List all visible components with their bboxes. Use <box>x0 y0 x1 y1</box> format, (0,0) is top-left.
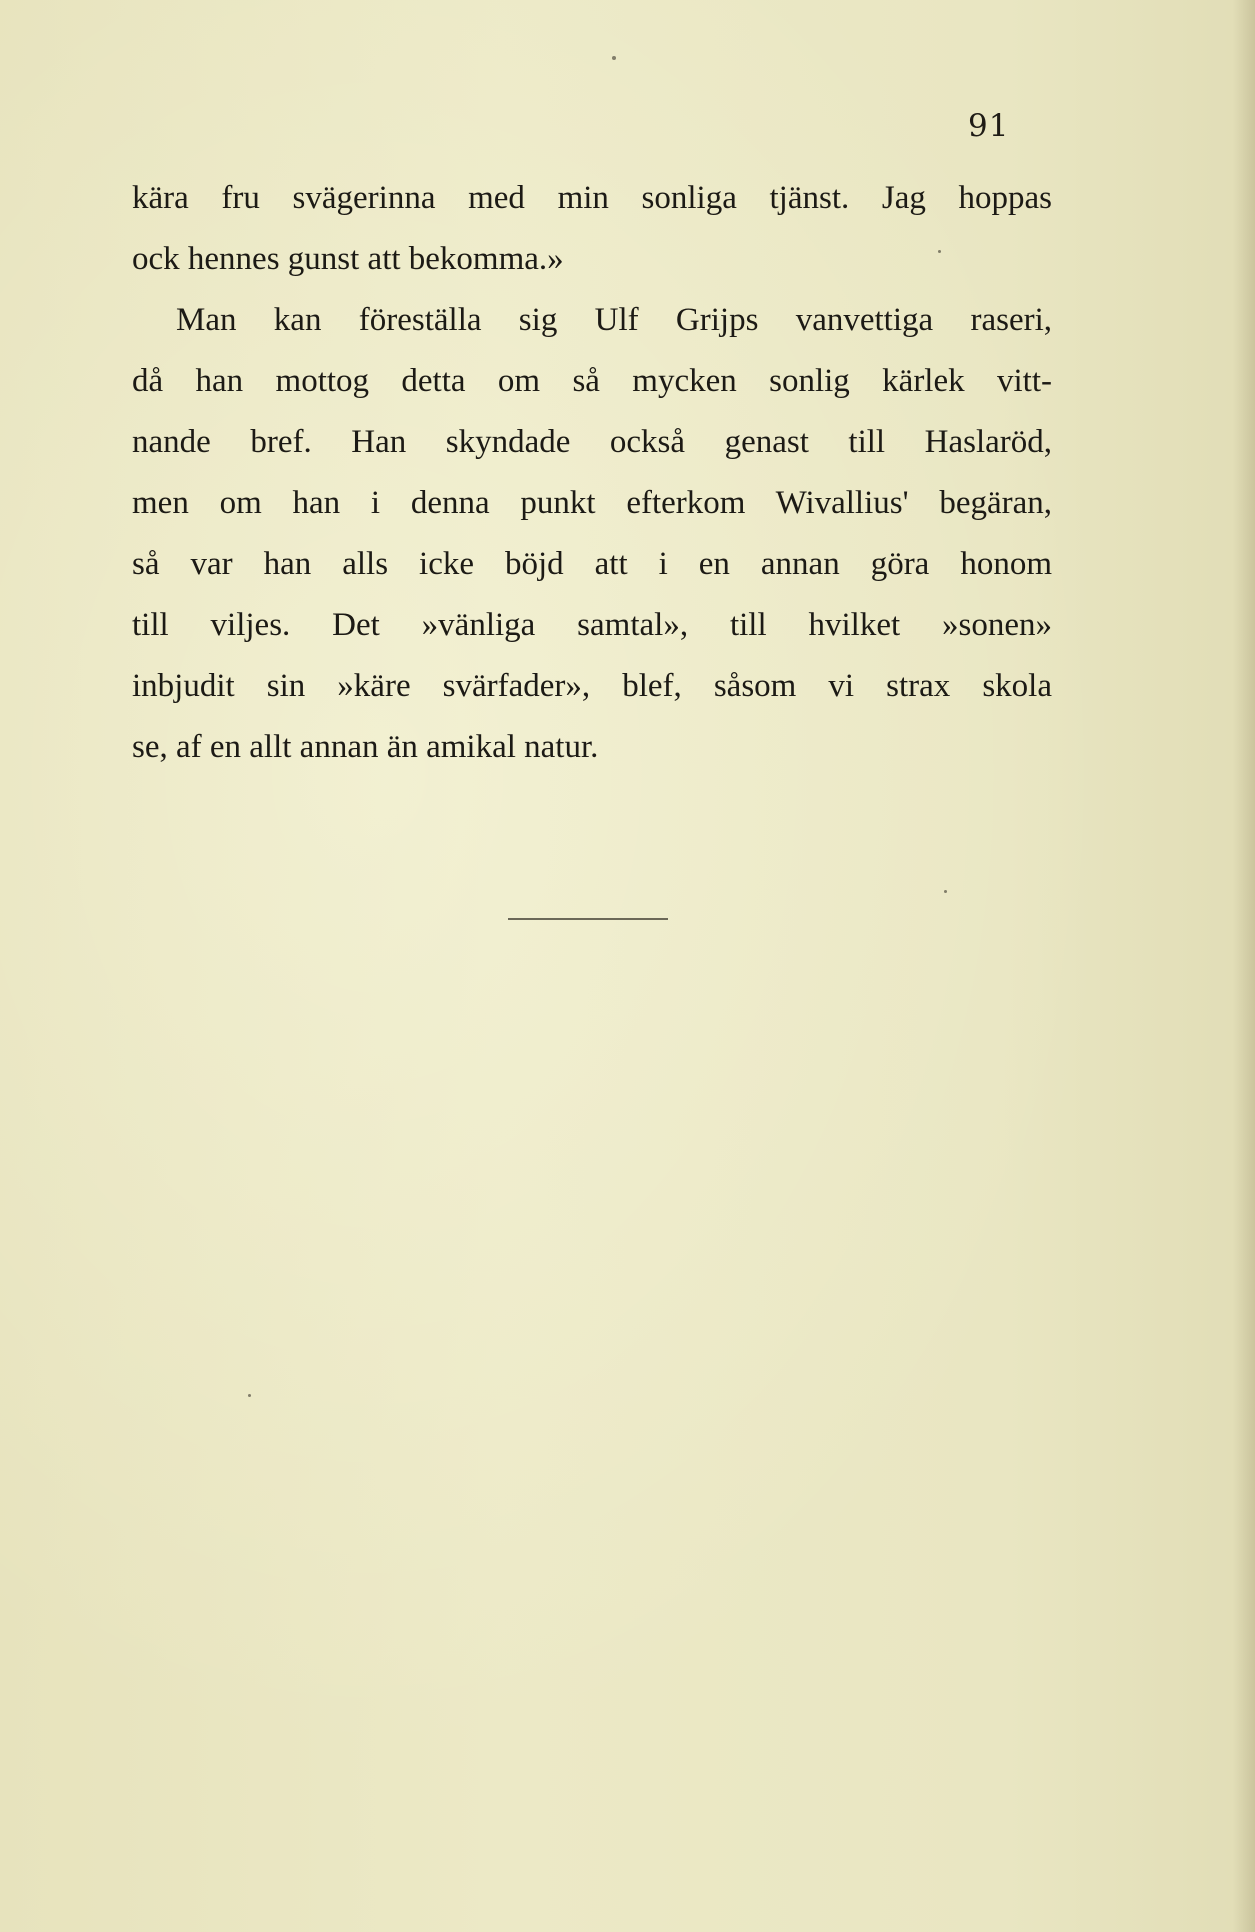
page-number: 91 <box>968 108 1010 144</box>
text-line: Man kan föreställa sig Ulf Grijps vanvettiga raseri, <box>176 302 1052 338</box>
paper-speck <box>944 890 947 893</box>
paper-speck <box>938 250 941 253</box>
body-text <box>132 168 1052 778</box>
text-line: till viljes. Det »vänliga samtal», till hvilket »sonen» <box>132 607 1052 643</box>
text-line: så var han alls icke böjd att i en annan göra honom <box>132 546 1052 582</box>
page-edge-shadow <box>1233 0 1255 1932</box>
text-line: nande bref. Han skyndade också genast till Haslaröd, <box>132 424 1052 460</box>
text-line: se, af en allt annan än amikal natur. <box>132 729 599 765</box>
paper-speck <box>248 1394 251 1397</box>
text-line: inbjudit sin »käre svärfader», blef, såsom vi strax skola <box>132 668 1052 704</box>
text-line: kära fru svägerinna med min sonliga tjänst. Jag hoppas <box>132 180 1052 216</box>
section-divider <box>508 918 668 920</box>
text-line: men om han i denna punkt efterkom Wivallius' begäran, <box>132 485 1052 521</box>
text-line: då han mottog detta om så mycken sonlig kärlek vitt- <box>132 363 1052 399</box>
text-line: ock hennes gunst att bekomma.» <box>132 241 564 277</box>
paper-speck <box>612 56 616 60</box>
